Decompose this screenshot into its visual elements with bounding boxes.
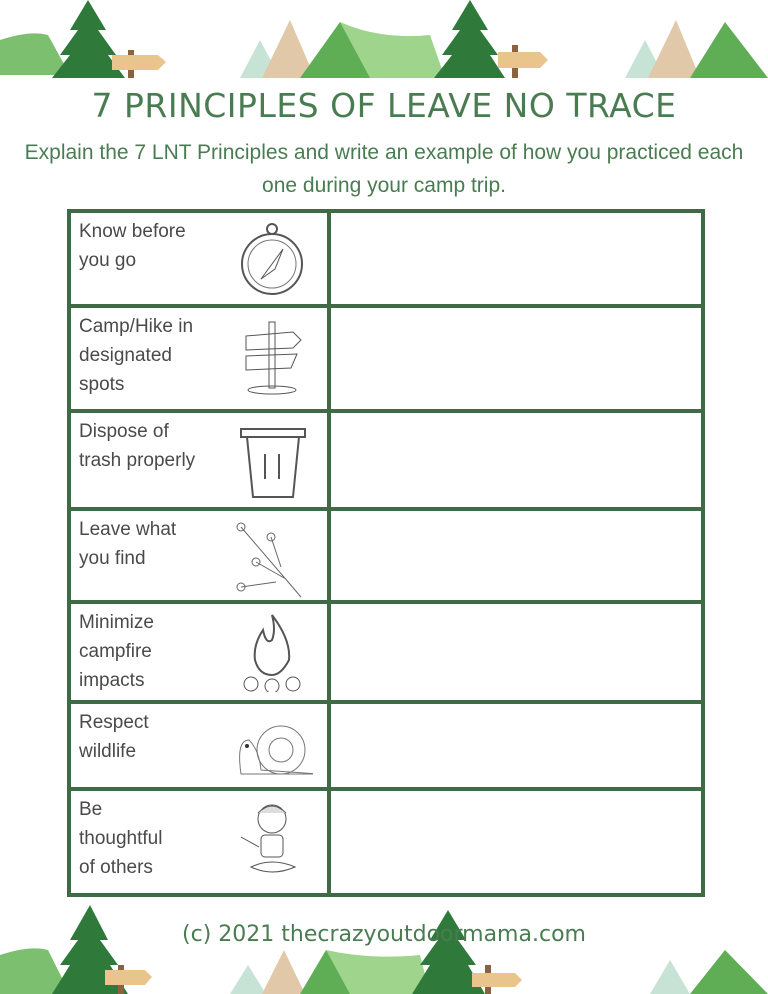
principle-label: Camp/Hike in designated spots (79, 316, 194, 395)
principle-row (69, 702, 703, 789)
principle-cell (69, 702, 329, 789)
principle-cell (69, 509, 329, 602)
answer-cell[interactable] (329, 306, 703, 411)
instructions: Explain the 7 LNT Principles and write an example of how you practiced each one during your camp trip. (24, 141, 744, 197)
principle-row (69, 306, 703, 411)
camping-banner-bottom (0, 905, 768, 994)
principle-row (69, 411, 703, 509)
answer-cell[interactable] (329, 211, 703, 306)
answer-cell[interactable] (329, 411, 703, 509)
camping-banner-top (0, 0, 768, 80)
principle-row (69, 789, 703, 895)
principle-cell (69, 306, 329, 411)
principle-label: Know before you go (79, 221, 186, 271)
principle-row (69, 509, 703, 602)
principle-label: Dispose of trash properly (79, 421, 196, 471)
principle-label: Be thoughtful of others (79, 799, 163, 878)
principle-row (69, 211, 703, 306)
principle-label: Minimize campfire impacts (79, 612, 154, 691)
principle-cell (69, 602, 329, 702)
answer-cell[interactable] (329, 602, 703, 702)
principle-label: Respect wildlife (79, 712, 149, 762)
principle-cell (69, 411, 329, 509)
principle-cell (69, 211, 329, 306)
answer-cell[interactable] (329, 509, 703, 602)
answer-cell[interactable] (329, 789, 703, 895)
copyright-footer: (c) 2021 thecrazyoutdoormama.com (182, 922, 586, 947)
principles-table (67, 209, 705, 897)
principle-row (69, 602, 703, 702)
answer-cell[interactable] (329, 702, 703, 789)
principle-cell (69, 789, 329, 895)
page-title: 7 PRINCIPLES OF LEAVE NO TRACE (91, 86, 677, 125)
principle-label: Leave what you find (79, 519, 177, 569)
